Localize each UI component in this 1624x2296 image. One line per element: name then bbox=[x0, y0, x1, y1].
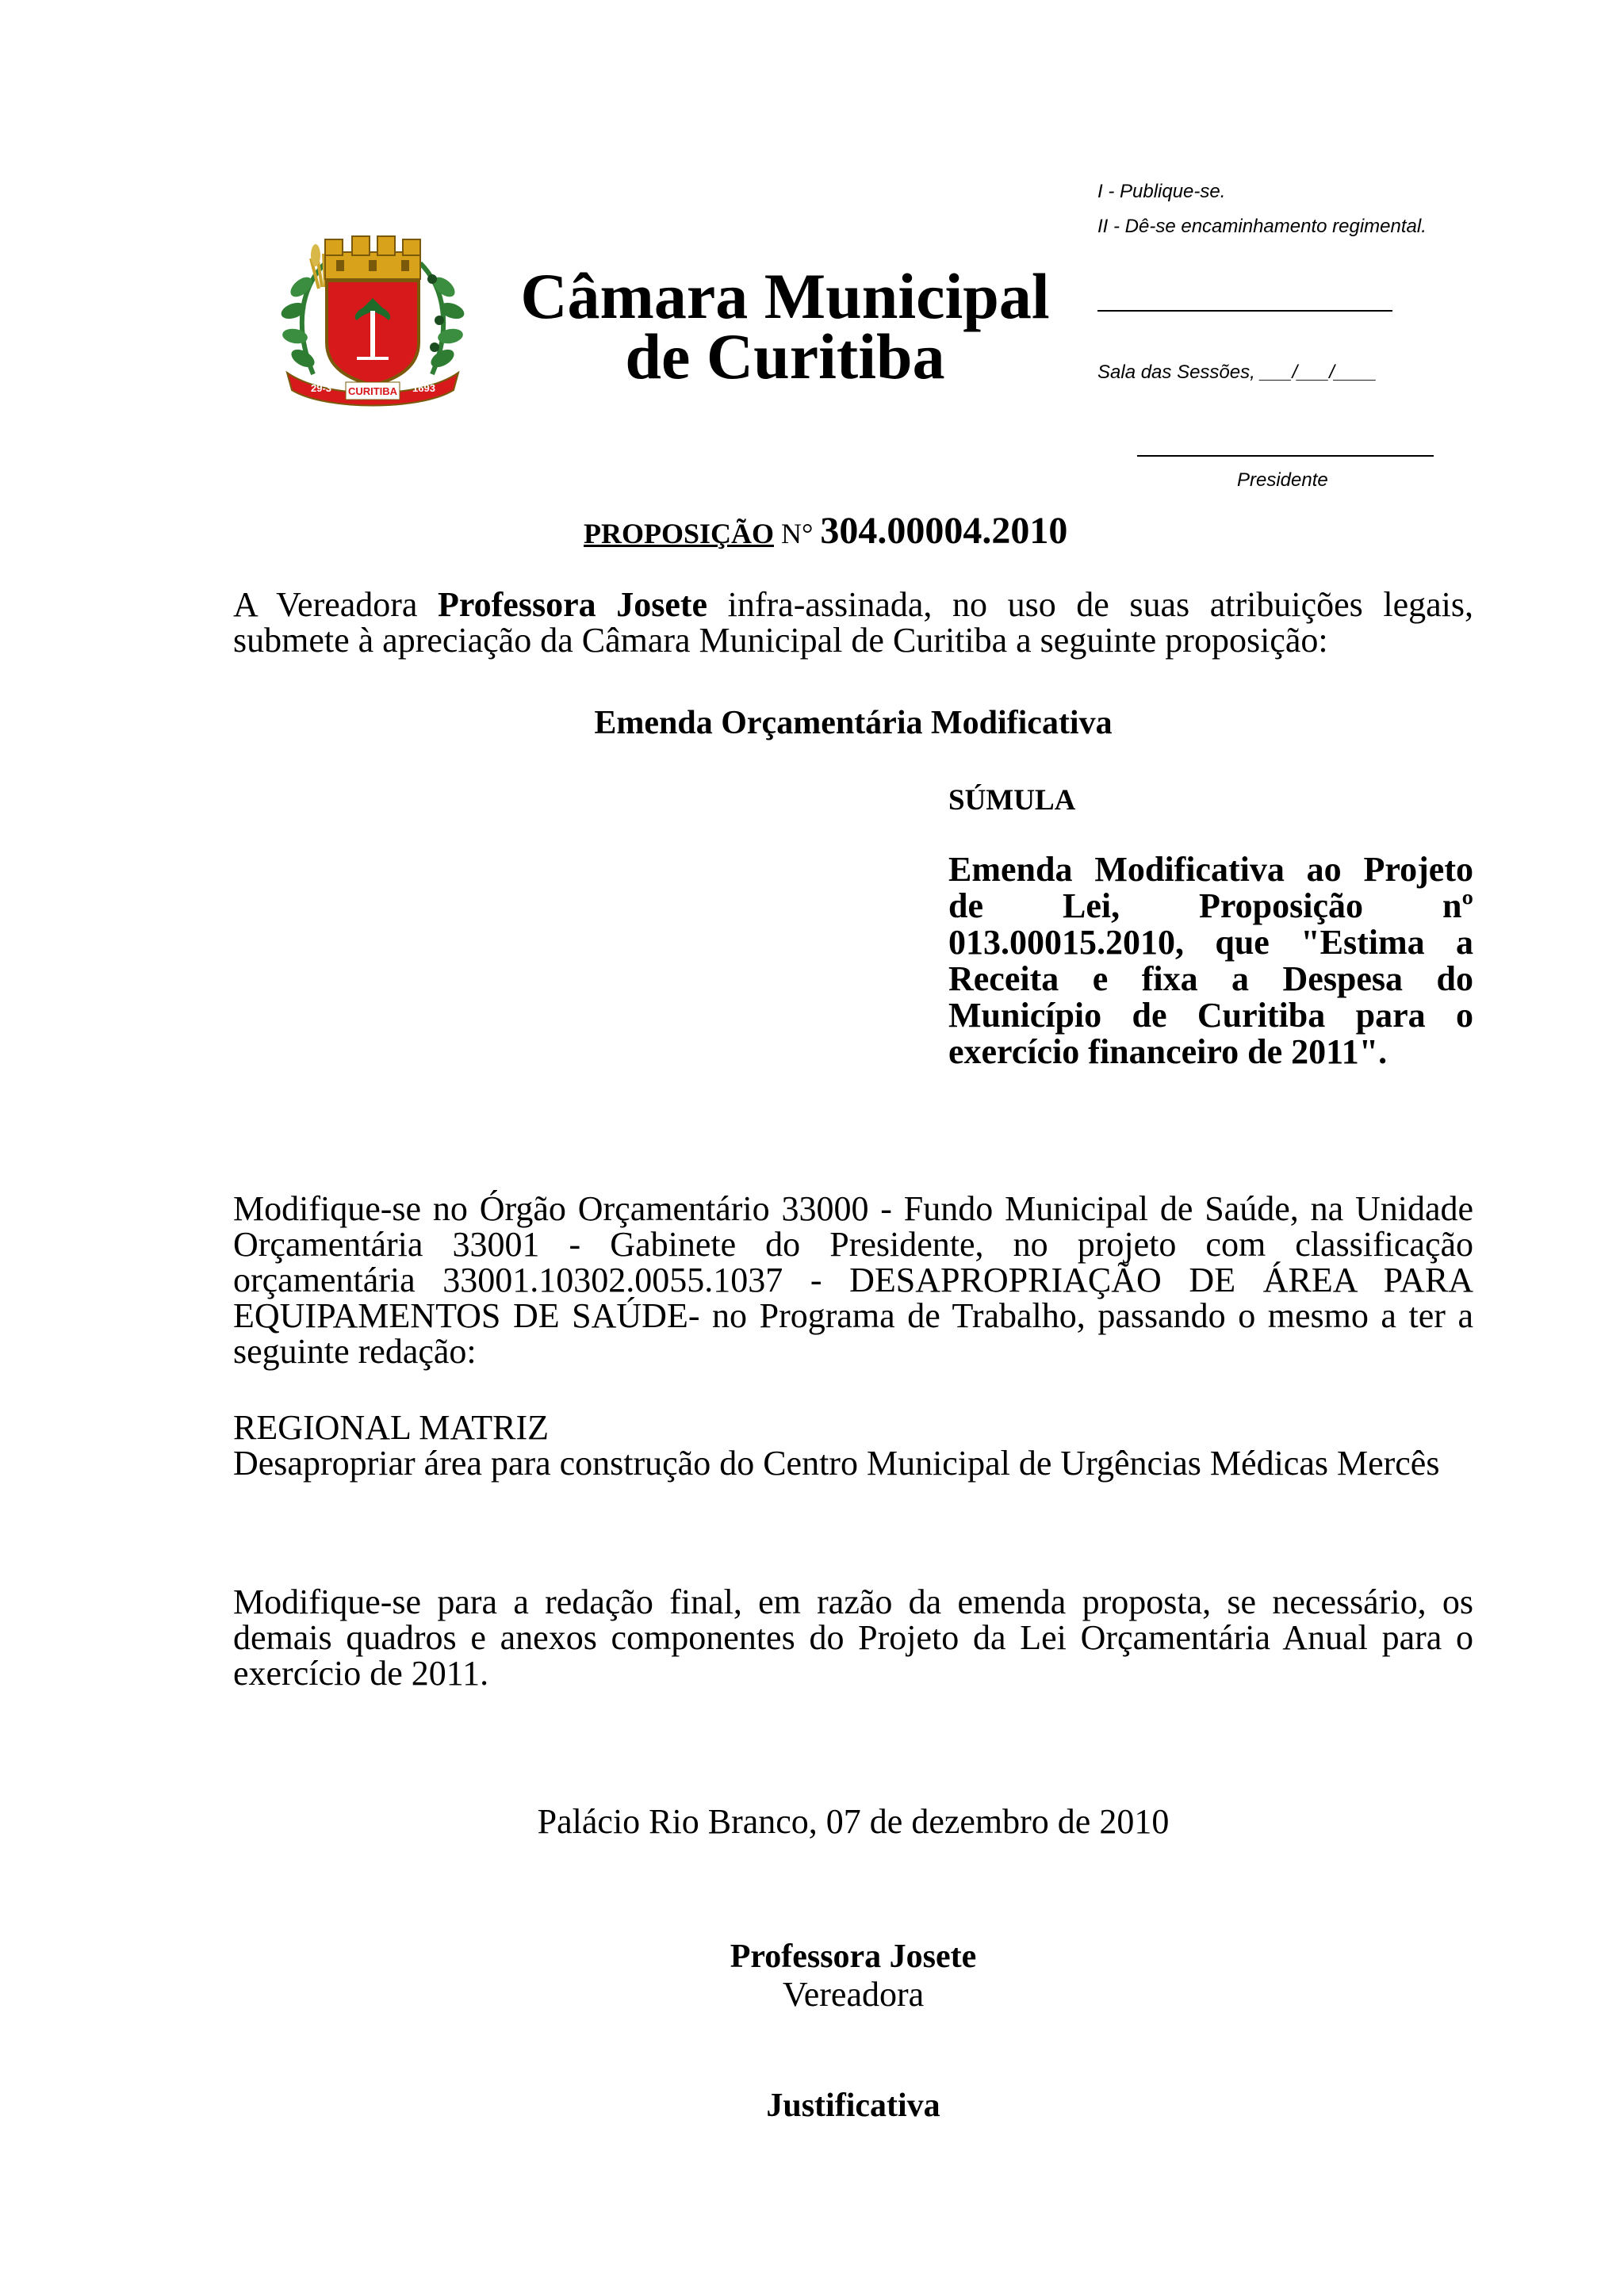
banner-left-text: 29-3 bbox=[311, 382, 332, 394]
session-date-field: Sala das Sessões, ___/___/____ bbox=[1097, 362, 1377, 383]
proposition-heading bbox=[584, 509, 1067, 553]
place-date: Palácio Rio Branco, 07 de dezembro de 2010 bbox=[537, 1802, 1170, 1841]
wreath-right bbox=[420, 263, 466, 374]
sumula-label: SÚMULA bbox=[948, 784, 1076, 817]
amendment-paragraph: Modifique-se no Órgão Orçamentário 33000 - Fundo Municipal de Saúde, na Unidade Orçamentária 33001 - Gabinete do Presidente, no projeto com classificação orçamentária 33001.10302.0055.1037 - DESAPROPRIAÇÃO DE ÁREA PARA EQUIPAMENTOS DE SAÚDE- no Programa de Trabalho, passando o mesmo a ter a seguinte redação: bbox=[233, 1189, 1473, 1371]
banner-center-text: CURITIBA bbox=[347, 385, 398, 397]
municipal-crest-logo bbox=[270, 232, 476, 411]
intro-councilwoman-name: Professora Josete bbox=[438, 585, 708, 624]
signer-role: Vereadora bbox=[782, 1975, 925, 2014]
red-shield bbox=[327, 281, 419, 385]
president-label: Presidente bbox=[1237, 469, 1328, 491]
signer-name: Professora Josete bbox=[730, 1938, 977, 1975]
number-symbol: N° bbox=[781, 518, 814, 549]
regional-block bbox=[233, 1410, 1473, 1481]
proposition-number: 304.00004.2010 bbox=[820, 510, 1068, 552]
justification-heading: Justificativa bbox=[766, 2087, 940, 2124]
sumula-text: Emenda Modificativa ao Projeto de Lei, Proposição nº 013.00015.2010, que "Estima a Receita e fixa a Despesa do Município de Curitiba para o exercício financeiro de 2011". bbox=[948, 850, 1473, 1071]
dispatch-note-2: II - Dê-se encaminhamento regimental. bbox=[1097, 216, 1427, 237]
dispatch-note-1: I - Publique-se. bbox=[1097, 181, 1226, 202]
intro-paragraph bbox=[233, 587, 1473, 658]
intro-suffix: infra-assinada, no uso de suas atribuições legais, submete à apreciação da Câmara Municipal de Curitiba a seguinte proposição: bbox=[233, 585, 1474, 660]
wreath-left bbox=[279, 244, 325, 374]
document-type-heading: Emenda Orçamentária Modificativa bbox=[594, 705, 1113, 741]
banner-right-text: 1693 bbox=[412, 382, 435, 394]
proposition-label: PROPOSIÇÃO bbox=[584, 518, 775, 549]
intro-prefix: A Vereadora bbox=[233, 585, 439, 624]
title-line-2: de Curitiba bbox=[625, 320, 945, 392]
title-line-1: Câmara Municipal bbox=[520, 260, 1050, 332]
mural-crown bbox=[325, 236, 420, 279]
final-wording-paragraph: Modifique-se para a redação final, em razão da emenda proposta, se necessário, os demais quadros e anexos componentes do Projeto da Lei Orçamentária Anual para o exercício de 2011. bbox=[233, 1582, 1473, 1693]
institution-title bbox=[508, 260, 1063, 392]
regional-text: Desapropriar área para construção do Centro Municipal de Urgências Médicas Mercês bbox=[233, 1444, 1440, 1483]
regional-title: REGIONAL MATRIZ bbox=[233, 1408, 549, 1447]
president-signature-line bbox=[1137, 455, 1434, 457]
signature-line-1 bbox=[1097, 310, 1392, 312]
